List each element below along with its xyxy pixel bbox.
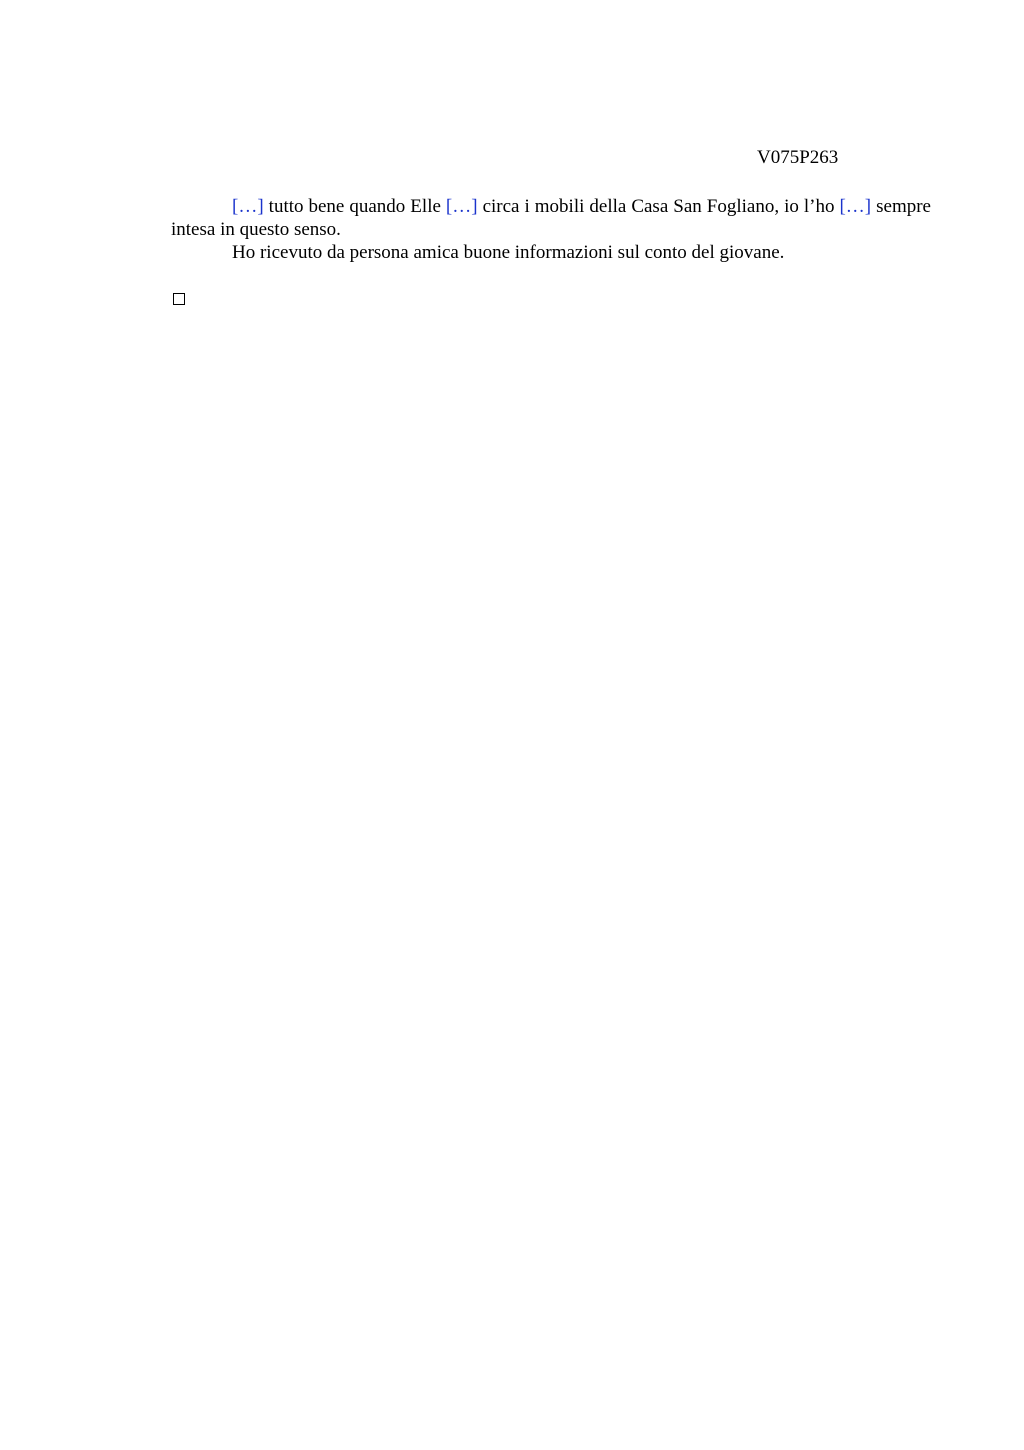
paragraph-1 (171, 195, 931, 241)
paragraph-text: tutto bene quando Elle (263, 196, 446, 217)
letter-body (171, 195, 931, 264)
omission-marker: […] (445, 196, 478, 217)
omission-marker: […] (232, 196, 264, 217)
paragraph-text: circa i mobili della Casa San Fogliano, io l’ho (477, 196, 840, 217)
checkbox-icon (173, 293, 185, 305)
page-identifier: V075P263 (757, 147, 839, 168)
paragraph-text: sempre intesa in questo senso. (171, 196, 931, 240)
omission-marker: […] (839, 196, 872, 217)
paragraph-2: Ho ricevuto da persona amica buone informazioni sul conto del giovane. (232, 242, 785, 263)
